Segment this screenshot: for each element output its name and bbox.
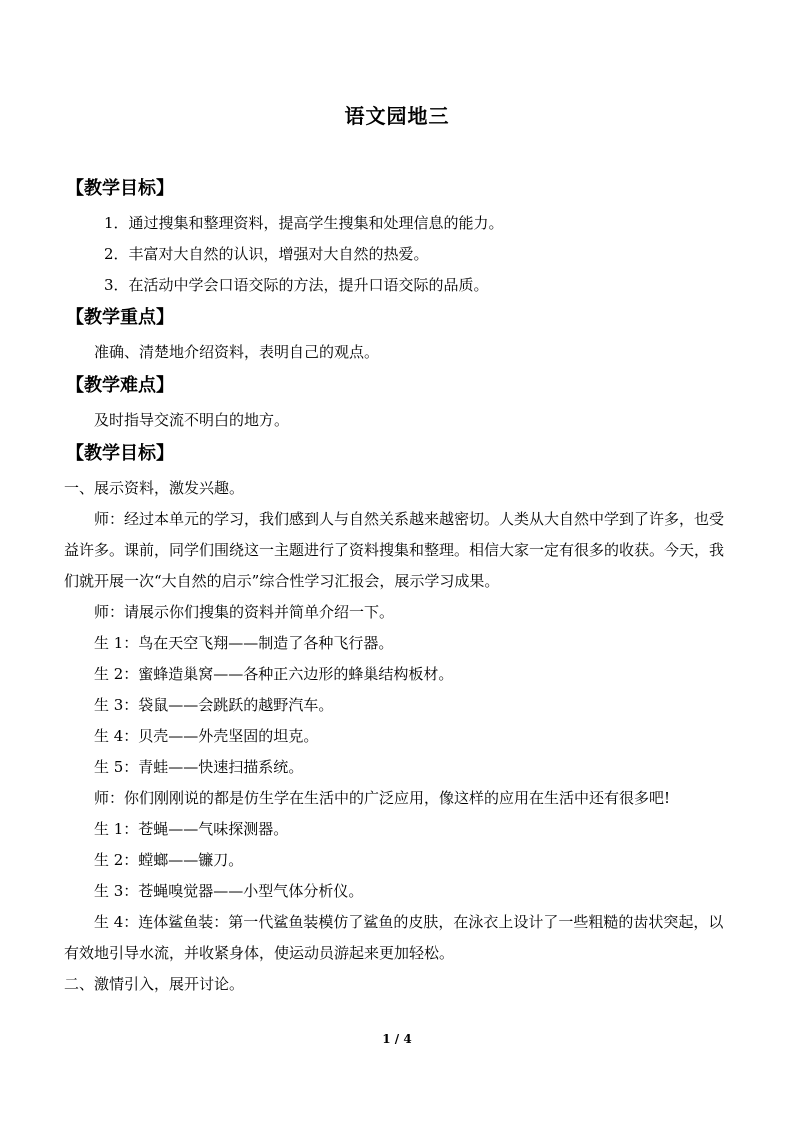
section-heading-process: 【教学目标】 <box>66 443 174 464</box>
student-line: 生 3：苍蝇嗅觉器——小型气体分析仪。 <box>94 882 364 900</box>
section-heading-difficulty: 【教学难点】 <box>66 375 174 396</box>
section-heading-goals: 【教学目标】 <box>66 178 174 199</box>
teacher-line: 师：请展示你们搜集的资料并简单介绍一下。 <box>94 603 395 621</box>
student-line: 生 1：苍蝇——气味探测器。 <box>94 820 289 838</box>
process-step-2: 二、激情引入，展开讨论。 <box>64 975 245 993</box>
student-line: 生 5：青蛙——快速扫描系统。 <box>94 758 304 776</box>
student-line: 生 4：贝壳——外壳坚固的坦克。 <box>94 727 319 745</box>
student-line: 生 2：螳螂——镰刀。 <box>94 851 244 869</box>
section-heading-key: 【教学重点】 <box>66 307 174 328</box>
student-line: 生 4：连体鲨鱼装：第一代鲨鱼装模仿了鲨鱼的皮肤，在泳衣上设计了一些粗糙的齿状突起，以有效地引导水流，并收紧身体，使运动员游起来更加轻松。 <box>64 913 724 962</box>
difficulty-text: 及时指导交流不明白的地方。 <box>94 411 290 429</box>
student-line: 生 3：袋鼠——会跳跃的越野汽车。 <box>94 696 334 714</box>
student-line: 生 2：蜜蜂造巢窝——各种正六边形的蜂巢结构板材。 <box>94 665 454 683</box>
goal-item-1: 1．通过搜集和整理资料，提高学生搜集和处理信息的能力。 <box>104 214 504 232</box>
goal-item-2: 2．丰富对大自然的认识，增强对大自然的热爱。 <box>104 245 429 263</box>
teacher-line: 师：你们刚刚说的都是仿生学在生活中的广泛应用，像这样的应用在生活中还有很多吧! <box>94 789 671 807</box>
process-step-1: 一、展示资料，激发兴趣。 <box>64 479 245 497</box>
document-body <box>64 174 724 1000</box>
goal-item-3: 3．在活动中学会口语交际的方法，提升口语交际的品质。 <box>104 276 489 294</box>
document-title: 语文园地三 <box>344 104 450 128</box>
student-line: 生 1：鸟在天空飞翔——制造了各种飞行器。 <box>94 634 394 652</box>
teacher-paragraph: 师：经过本单元的学习，我们感到人与自然关系越来越密切。人类从大自然中学到了许多，也受益许多。课前，同学们围绕这一主题进行了资料搜集和整理。相信大家一定有很多的收获。今天，我们就开展一次“大自然的启示”综合性学习汇报会，展示学习成果。 <box>64 510 725 590</box>
page-number: 1 / 4 <box>382 1032 412 1046</box>
key-point-text: 准确、清楚地介绍资料，表明自己的观点。 <box>94 343 380 361</box>
